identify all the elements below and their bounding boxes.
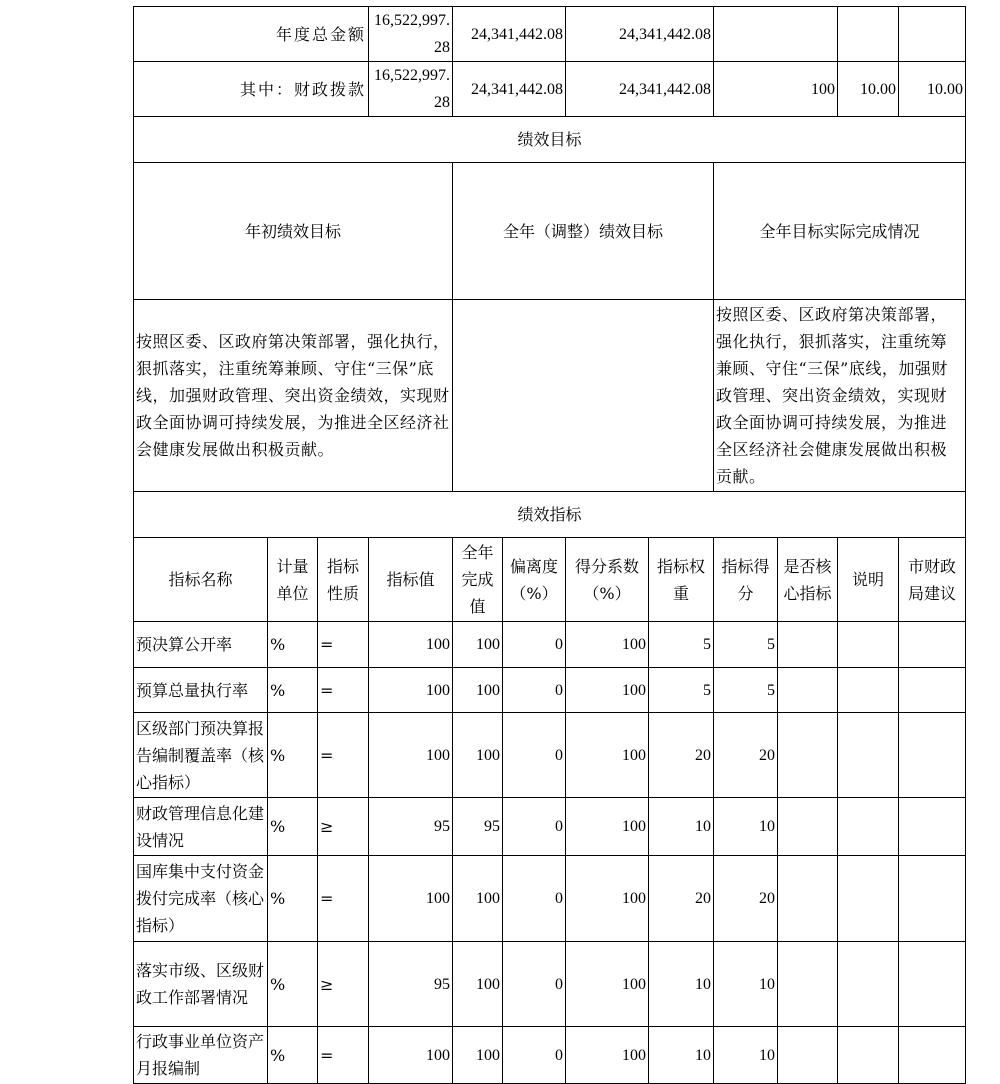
indicator-actual: 100 — [453, 856, 503, 942]
fund-adjusted: 24,341,442.08 — [453, 62, 566, 117]
header-cell: 偏离度（%） — [503, 538, 566, 622]
goal-adjusted-text — [453, 300, 714, 492]
indicator-target: 100 — [369, 856, 453, 942]
indicator-target: 100 — [369, 622, 453, 668]
fund-initial: 16,522,997.28 — [369, 7, 453, 62]
indicator-weight: 10 — [649, 942, 714, 1027]
indicator-name: 区级部门预决算报告编制覆盖率（核心指标） — [134, 713, 268, 798]
indicator-core — [778, 942, 838, 1027]
indicator-deviation: 0 — [503, 942, 566, 1027]
indicator-coef: 100 — [566, 713, 649, 798]
indicator-unit: % — [268, 622, 318, 668]
header-cell: 指标名称 — [134, 538, 268, 622]
indicator-coef: 100 — [566, 1027, 649, 1084]
indicator-core — [778, 798, 838, 856]
fund-score: 10.00 — [899, 62, 966, 117]
indicator-score: 10 — [714, 798, 778, 856]
fund-rate — [714, 7, 838, 62]
fund-executed: 24,341,442.08 — [566, 7, 714, 62]
indicator-core — [778, 713, 838, 798]
indicator-row — [134, 856, 966, 942]
fund-label: 年度总金额 — [134, 7, 369, 62]
indicator-note — [838, 1027, 899, 1084]
indicator-name: 落实市级、区级财政工作部署情况 — [134, 942, 268, 1027]
fund-weight — [838, 7, 899, 62]
indicator-row — [134, 798, 966, 856]
indicator-weight: 5 — [649, 622, 714, 668]
header-cell: 得分系数（%） — [566, 538, 649, 622]
indicator-unit: % — [268, 668, 318, 713]
indicator-score: 10 — [714, 1027, 778, 1084]
indicator-target: 95 — [369, 798, 453, 856]
indicator-name: 财政管理信息化建设情况 — [134, 798, 268, 856]
indicator-coef: 100 — [566, 798, 649, 856]
indicator-row — [134, 713, 966, 798]
indicator-core — [778, 668, 838, 713]
indicator-coef: 100 — [566, 622, 649, 668]
header-cell: 指标性质 — [318, 538, 369, 622]
header-cell: 指标得分 — [714, 538, 778, 622]
indicator-unit: % — [268, 713, 318, 798]
indicator-note — [838, 942, 899, 1027]
indicator-unit: % — [268, 856, 318, 942]
indicator-coef: 100 — [566, 668, 649, 713]
indicator-unit: % — [268, 798, 318, 856]
indicator-weight: 10 — [649, 798, 714, 856]
indicator-actual: 95 — [453, 798, 503, 856]
indicator-name: 预算总量执行率 — [134, 668, 268, 713]
header-cell: 全年完成值 — [453, 538, 503, 622]
fund-executed: 24,341,442.08 — [566, 62, 714, 117]
indicator-nature: ≥ — [318, 798, 369, 856]
indicator-core — [778, 1027, 838, 1084]
indicator-target: 95 — [369, 942, 453, 1027]
indicator-advice — [899, 668, 966, 713]
indicator-deviation: 0 — [503, 622, 566, 668]
indicator-note — [838, 668, 899, 713]
header-cell: 指标权重 — [649, 538, 714, 622]
indicator-nature: = — [318, 856, 369, 942]
indicator-coef: 100 — [566, 856, 649, 942]
indicator-score: 5 — [714, 668, 778, 713]
indicator-weight: 20 — [649, 713, 714, 798]
indicator-name: 行政事业单位资产月报编制 — [134, 1027, 268, 1084]
indicator-deviation: 0 — [503, 1027, 566, 1084]
indicator-row — [134, 622, 966, 668]
indicator-score: 20 — [714, 856, 778, 942]
indicator-weight: 5 — [649, 668, 714, 713]
fund-row-total — [134, 7, 966, 62]
indicator-actual: 100 — [453, 668, 503, 713]
goals-section-title: 绩效目标 — [134, 117, 966, 163]
indicator-coef: 100 — [566, 942, 649, 1027]
indicator-header-row — [134, 538, 966, 622]
indicator-score: 20 — [714, 713, 778, 798]
indicator-nature: = — [318, 668, 369, 713]
fund-adjusted: 24,341,442.08 — [453, 7, 566, 62]
indicator-nature: = — [318, 1027, 369, 1084]
indicator-score: 10 — [714, 942, 778, 1027]
header-cell: 市财政局建议 — [899, 538, 966, 622]
indicator-weight: 20 — [649, 856, 714, 942]
goal-actual-text: 按照区委、区政府第决策部署，强化执行，狠抓落实，注重统筹兼顾、守住“三保”底线，加强财政管理、突出资金绩效，实现财政全面协调可持续发展，为推进全区经济社会健康发展做出积极贡献。 — [714, 300, 966, 492]
fund-score — [899, 7, 966, 62]
indicator-actual: 100 — [453, 1027, 503, 1084]
fund-row-fiscal — [134, 62, 966, 117]
indicator-actual: 100 — [453, 942, 503, 1027]
indicators-section-title: 绩效指标 — [134, 492, 966, 538]
indicator-name: 国库集中支付资金拨付完成率（核心指标） — [134, 856, 268, 942]
indicator-deviation: 0 — [503, 713, 566, 798]
goal-initial-text: 按照区委、区政府第决策部署，强化执行，狠抓落实，注重统筹兼顾、守住“三保”底线，加强财政管理、突出资金绩效，实现财政全面协调可持续发展，为推进全区经济社会健康发展做出积极贡献。 — [134, 300, 453, 492]
indicator-target: 100 — [369, 668, 453, 713]
indicator-advice — [899, 856, 966, 942]
indicator-deviation: 0 — [503, 856, 566, 942]
header-cell: 指标值 — [369, 538, 453, 622]
goal-col-initial: 年初绩效目标 — [134, 163, 453, 300]
indicator-actual: 100 — [453, 713, 503, 798]
indicator-target: 100 — [369, 1027, 453, 1084]
indicator-unit: % — [268, 942, 318, 1027]
fund-rate: 100 — [714, 62, 838, 117]
indicator-core — [778, 856, 838, 942]
fund-initial: 16,522,997.28 — [369, 62, 453, 117]
indicator-note — [838, 798, 899, 856]
goal-col-actual: 全年目标实际完成情况 — [714, 163, 966, 300]
fund-weight: 10.00 — [838, 62, 899, 117]
indicator-advice — [899, 1027, 966, 1084]
indicator-note — [838, 622, 899, 668]
indicator-score: 5 — [714, 622, 778, 668]
goal-col-adjusted: 全年（调整）绩效目标 — [453, 163, 714, 300]
performance-table — [133, 6, 966, 1084]
fund-label: 其中：财政拨款 — [134, 62, 369, 117]
indicator-deviation: 0 — [503, 668, 566, 713]
indicator-nature: = — [318, 622, 369, 668]
indicator-advice — [899, 713, 966, 798]
indicator-name: 预决算公开率 — [134, 622, 268, 668]
indicator-advice — [899, 622, 966, 668]
indicator-nature: ≥ — [318, 942, 369, 1027]
indicator-deviation: 0 — [503, 798, 566, 856]
indicator-target: 100 — [369, 713, 453, 798]
indicator-advice — [899, 942, 966, 1027]
indicator-unit: % — [268, 1027, 318, 1084]
header-cell: 说明 — [838, 538, 899, 622]
header-cell: 计量单位 — [268, 538, 318, 622]
indicator-row — [134, 942, 966, 1027]
indicator-weight: 10 — [649, 1027, 714, 1084]
indicator-row — [134, 1027, 966, 1084]
indicator-note — [838, 856, 899, 942]
indicator-nature: = — [318, 713, 369, 798]
indicator-row — [134, 668, 966, 713]
indicator-advice — [899, 798, 966, 856]
indicator-core — [778, 622, 838, 668]
indicator-note — [838, 713, 899, 798]
header-cell: 是否核心指标 — [778, 538, 838, 622]
indicator-actual: 100 — [453, 622, 503, 668]
